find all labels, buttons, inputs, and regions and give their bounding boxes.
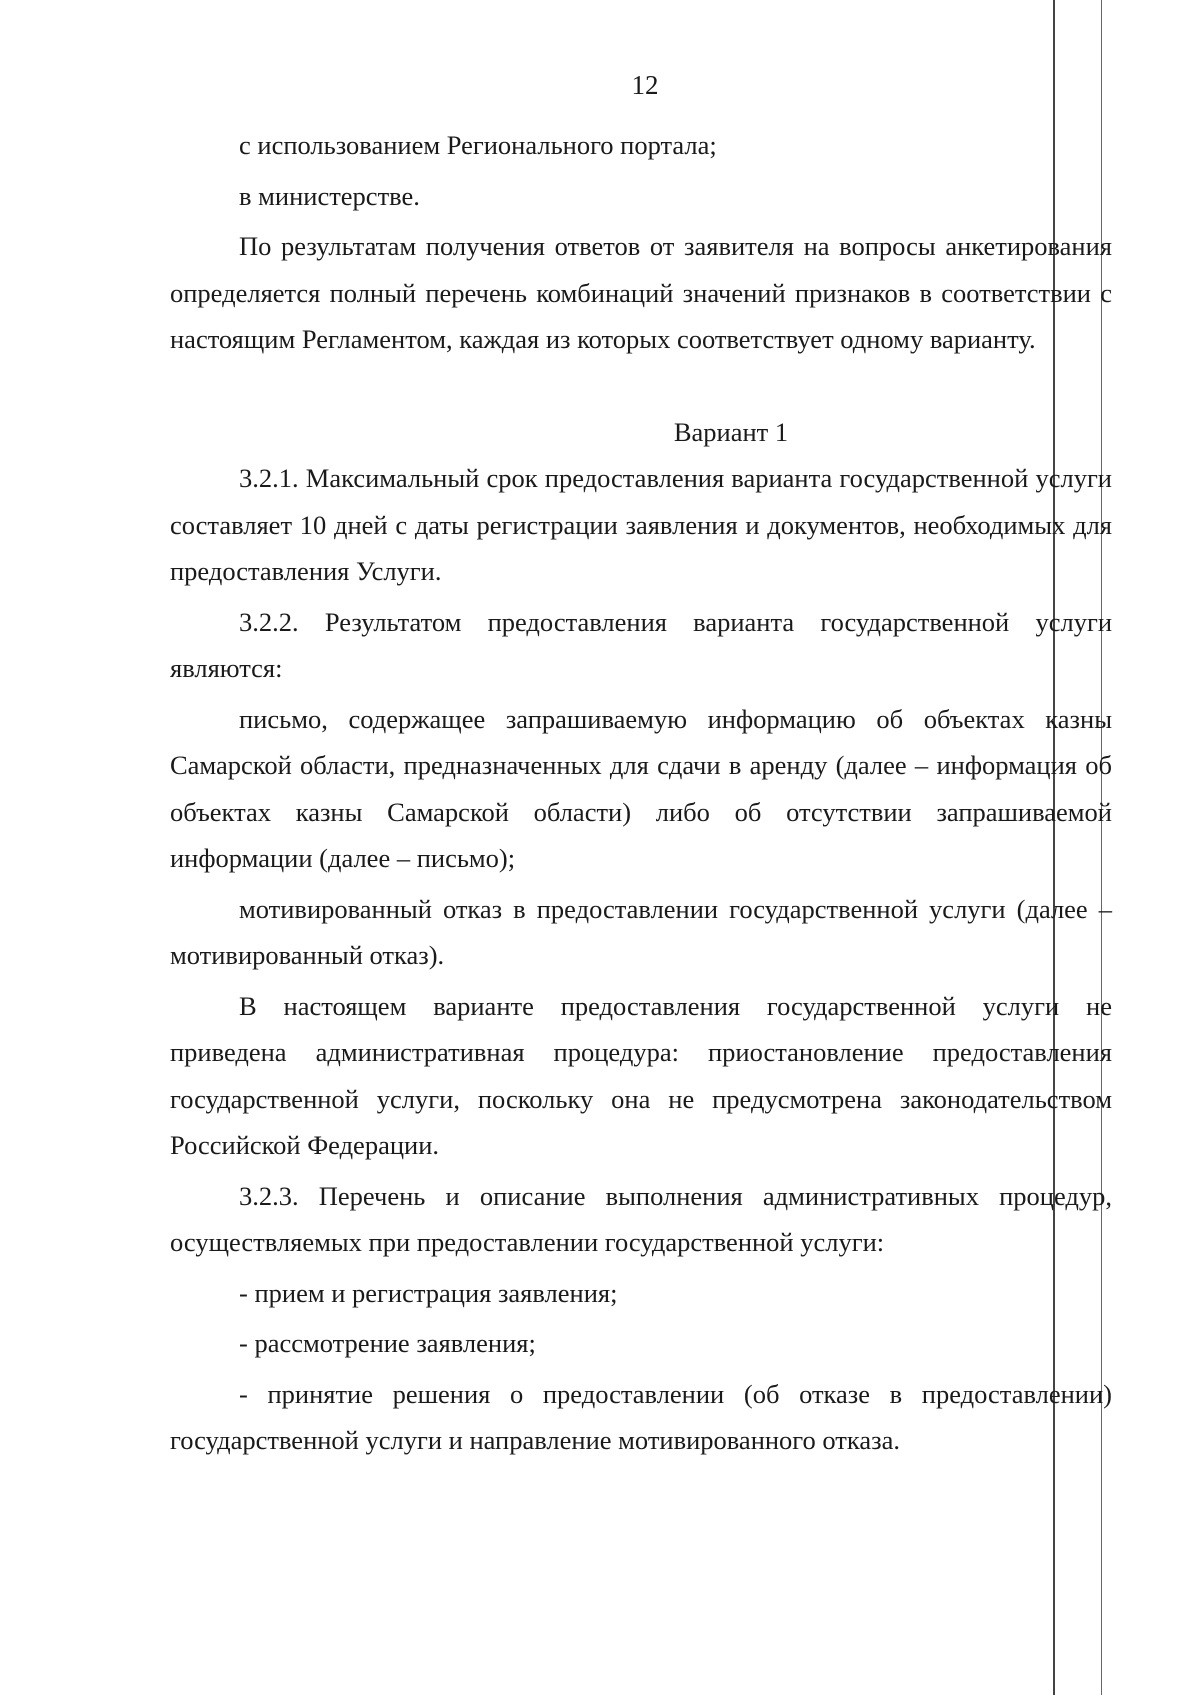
list-item-reception: - прием и регистрация заявления; bbox=[239, 1277, 618, 1308]
page-number: 12 bbox=[631, 70, 659, 100]
paragraph-letter: письмо, содержащее запрашиваемую информацию об объектах казны Самарской области, предназначенных для сдачи в аренду (далее – информация об объектах казны Самарской области) либо об отсутствии запрашиваемой информации (далее – письмо); bbox=[170, 703, 1112, 873]
section-heading-variant-1: Вариант 1 bbox=[673, 416, 789, 447]
paragraph-refusal: мотивированный отказ в предоставлении государственной услуги (далее – мотивированный отказ). bbox=[170, 893, 1112, 970]
paragraph-suspension-note: В настоящем варианте предоставления государственной услуги не приведена административная процедура: приостановление предоставления государственной услуги, поскольку она не предусмотрена законодательством Российской Федерации. bbox=[170, 990, 1112, 1160]
paragraph-regional-portal: с использованием Регионального портала; bbox=[239, 130, 717, 160]
paragraph-3-2-2: 3.2.2. Результатом предоставления варианта государственной услуги являются: bbox=[170, 606, 1112, 683]
paragraph-3-2-3: 3.2.3. Перечень и описание выполнения административных процедур, осуществляемых при предоставлении государственной услуги: bbox=[170, 1180, 1112, 1257]
list-item-decision: - принятие решения о предоставлении (об отказе в предоставлении) государственной услуги и направление мотивированного отказа. bbox=[170, 1378, 1112, 1455]
list-item-review: - рассмотрение заявления; bbox=[239, 1328, 536, 1358]
paragraph-questionnaire-results: По результатам получения ответов от заявителя на вопросы анкетирования определяется полный перечень комбинаций значений признаков в соответствии с настоящим Регламентом, каждая из которых соответствует одному варианту. bbox=[170, 231, 1112, 354]
paragraph-3-2-1: 3.2.1. Максимальный срок предоставления варианта государственной услуги составляет 10 дней с даты регистрации заявления и документов, необходимых для предоставления Услуги. bbox=[170, 463, 1112, 586]
paragraph-ministry: в министерстве. bbox=[239, 180, 420, 211]
document-body bbox=[170, 122, 1112, 1464]
